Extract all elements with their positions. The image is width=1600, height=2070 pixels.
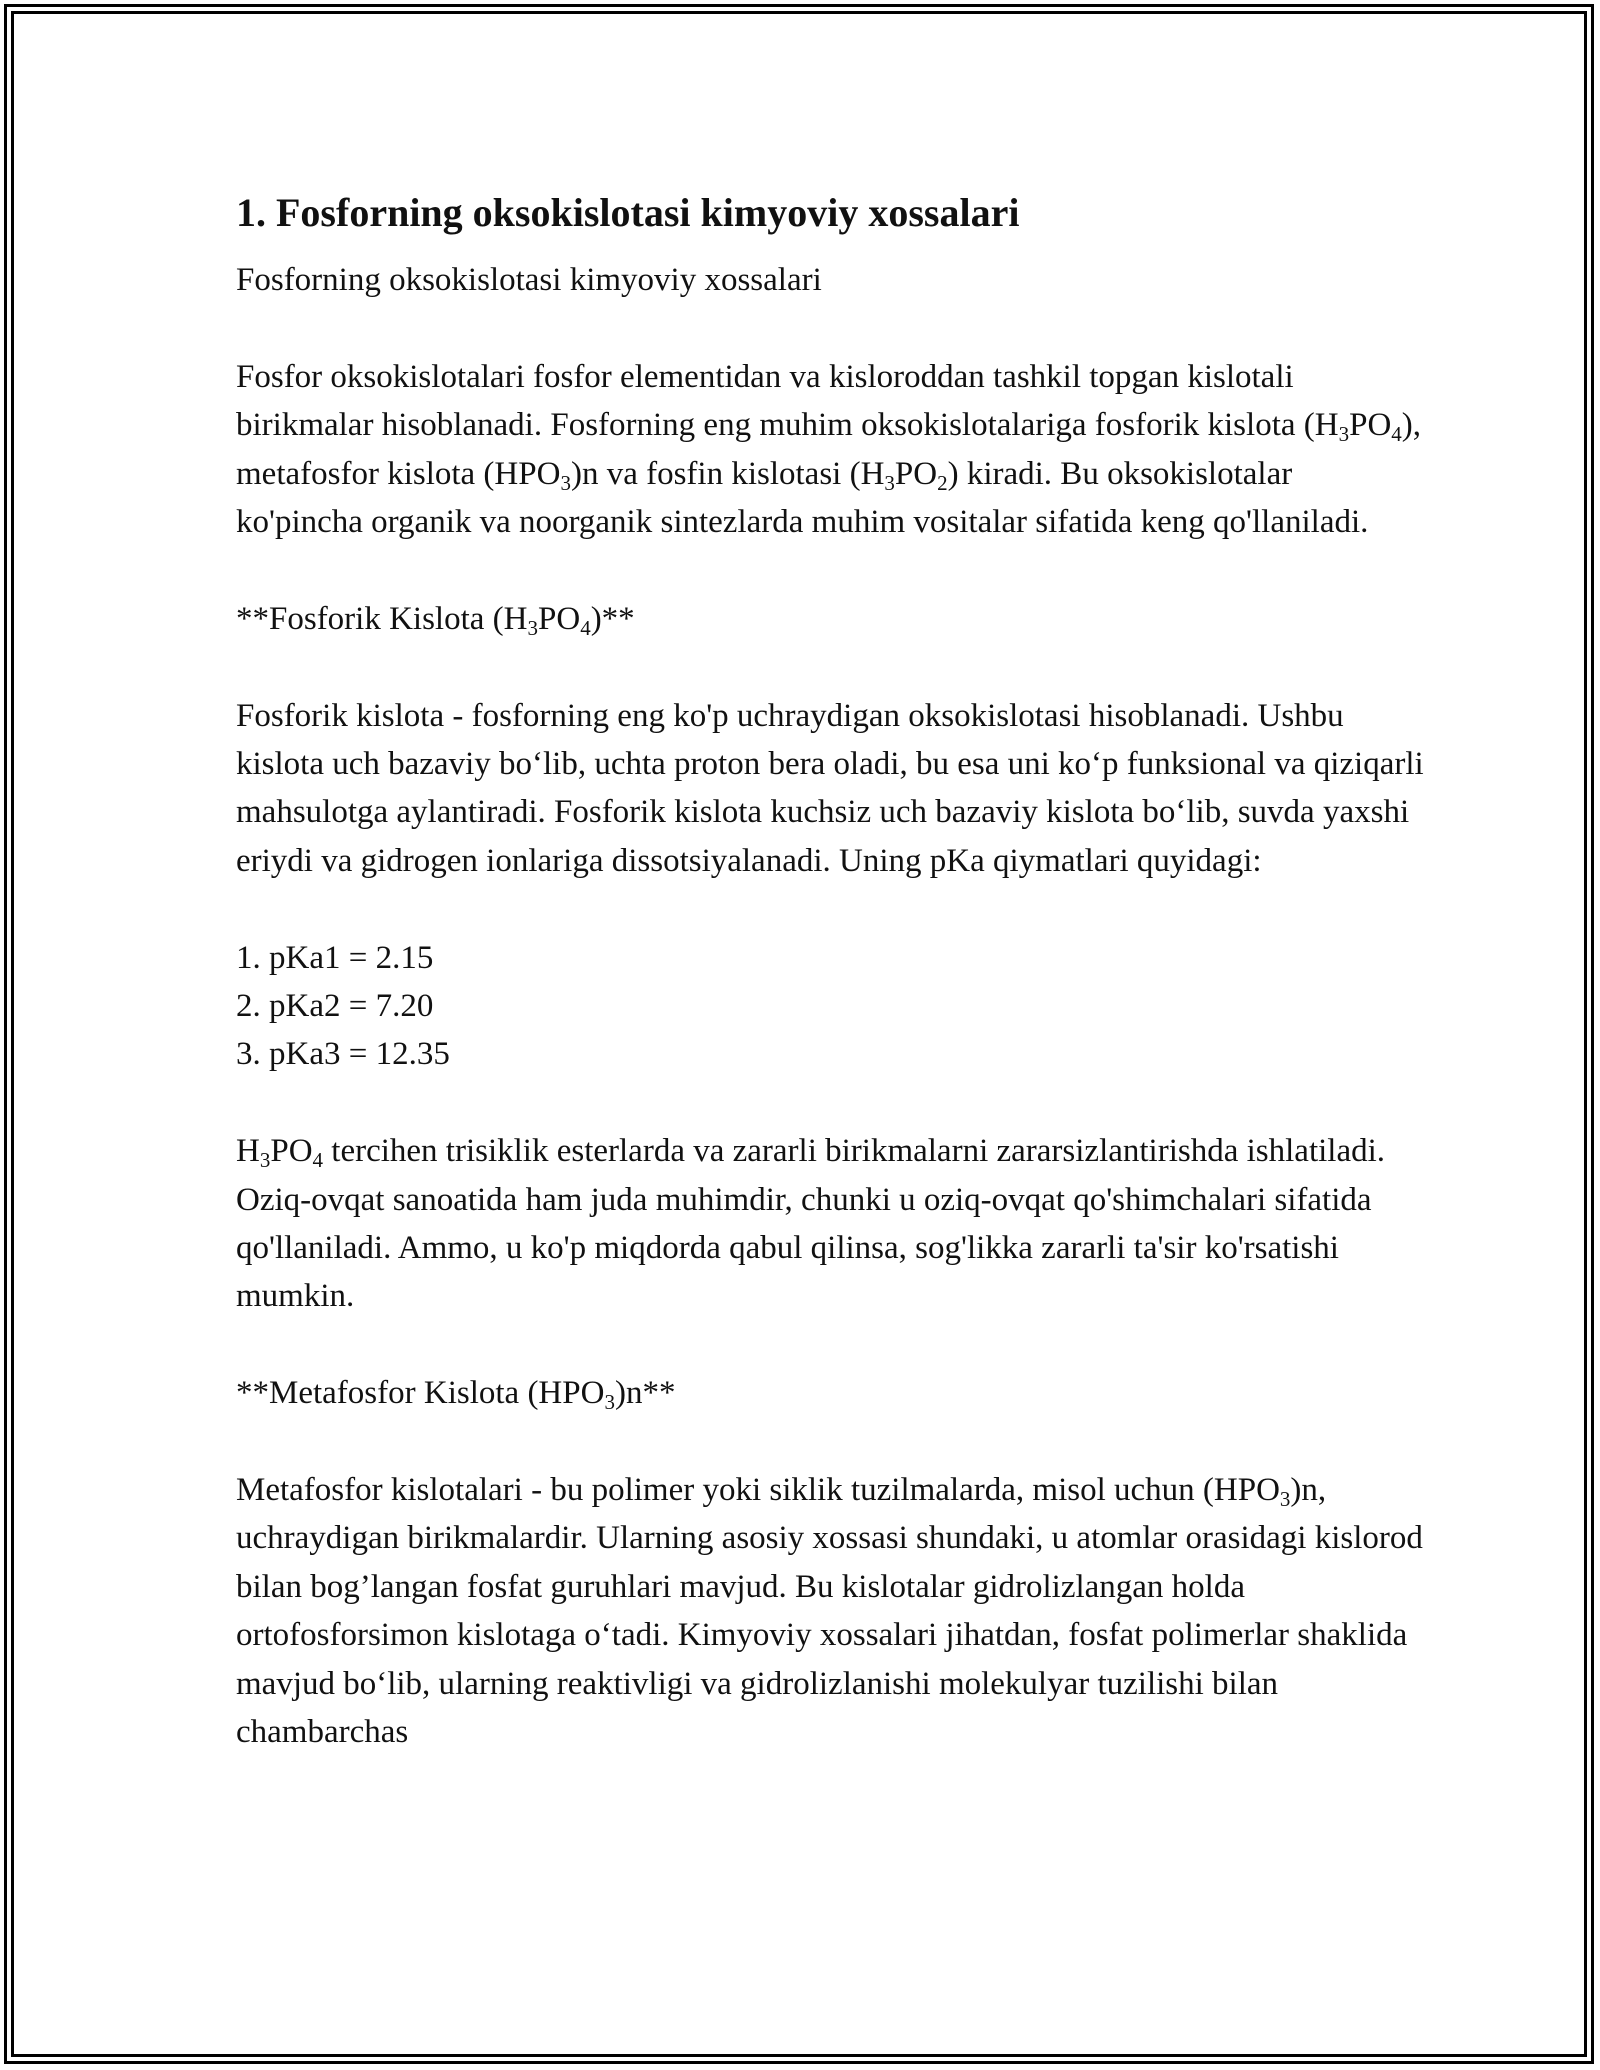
list-item: 3. pKa3 = 12.35: [236, 1036, 450, 1073]
fosforik-heading: **Fosforik Kislota $(H_3PO_4)**$: [236, 600, 635, 640]
metafosfor-paragraph: Metafosfor kislotalari - bu polimer yoki siklik tuzilmalarda, misol uchun $(HPO_3)n$, uchraydigan birikmalardir. Ularning asosiy xossasi shundaki, u atomlar orasidagi kislorod bilan bog’langan fosfat guruhlari mavjud. Bu kislotalar gidrolizlangan holda ortofosforsimon kislotaga o‘tadi. Kimyoviy xossalari jihatdan, fosfat polimerlar shaklida mavjud bo‘lib, ularning reaktivligi va gidrolizlanishi molekulyar tuzilishi bilan chambarchas: [236, 1472, 1423, 1751]
intro-paragraph: Fosfor oksokislotalari fosfor elementidan va kisloroddan tashkil topgan kislotali birikmalar hisoblanadi. Fosforning eng muhim oksokislotalariga fosforik kislota $(H_3PO_4)$, metafosfor kislota $(HPO_3)n$ va fosfin kislotasi $(H_3PO_2)$ kiradi. Bu oksokislotalar ko'pincha organik va noorganik sintezlarda muhim vositalar sifatida keng qo'llaniladi.: [236, 358, 1422, 541]
h3po4-usage-paragraph: $H_3PO_4$ tercihen trisiklik esterlarda va zararli birikmalarni zararsizlantirishda ishlatiladi. Oziq-ovqat sanoatida ham juda muhimdir, chunki u oziq-ovqat qo'shimchalari sifatida qo'llaniladi. Ammo, u ko'p miqdorda qabul qilinsa, sog'likka zararli ta'sir ko'rsatishi mumkin.: [236, 1133, 1386, 1315]
pka-list: [236, 934, 1426, 1079]
list-item: 2. pKa2 = 7.20: [236, 988, 434, 1025]
document-body: [236, 186, 1426, 1756]
document-subtitle: Fosforning oksokislotasi kimyoviy xossalari: [236, 262, 822, 298]
document-title: 1. Fosforning oksokislotasi kimyoviy xossalari: [236, 190, 1020, 235]
metafosfor-heading: **Metafosfor Kislota $(HPO_3)n**$: [236, 1375, 676, 1415]
fosforik-paragraph: Fosforik kislota - fosforning eng ko'p uchraydigan oksokislotasi hisoblanadi. Ushbu kislota uch bazaviy bo‘lib, uchta proton bera oladi, bu esa uni ko‘p funksional va qiziqarli mahsulotga aylantiradi. Fosforik kislota kuchsiz uch bazaviy kislota bo‘lib, suvda yaxshi eriydi va gidrogen ionlariga dissotsiyalanadi. Uning pKa qiymatlari quyidagi:: [236, 697, 1424, 879]
list-item: 1. pKa1 = 2.15: [236, 939, 434, 976]
